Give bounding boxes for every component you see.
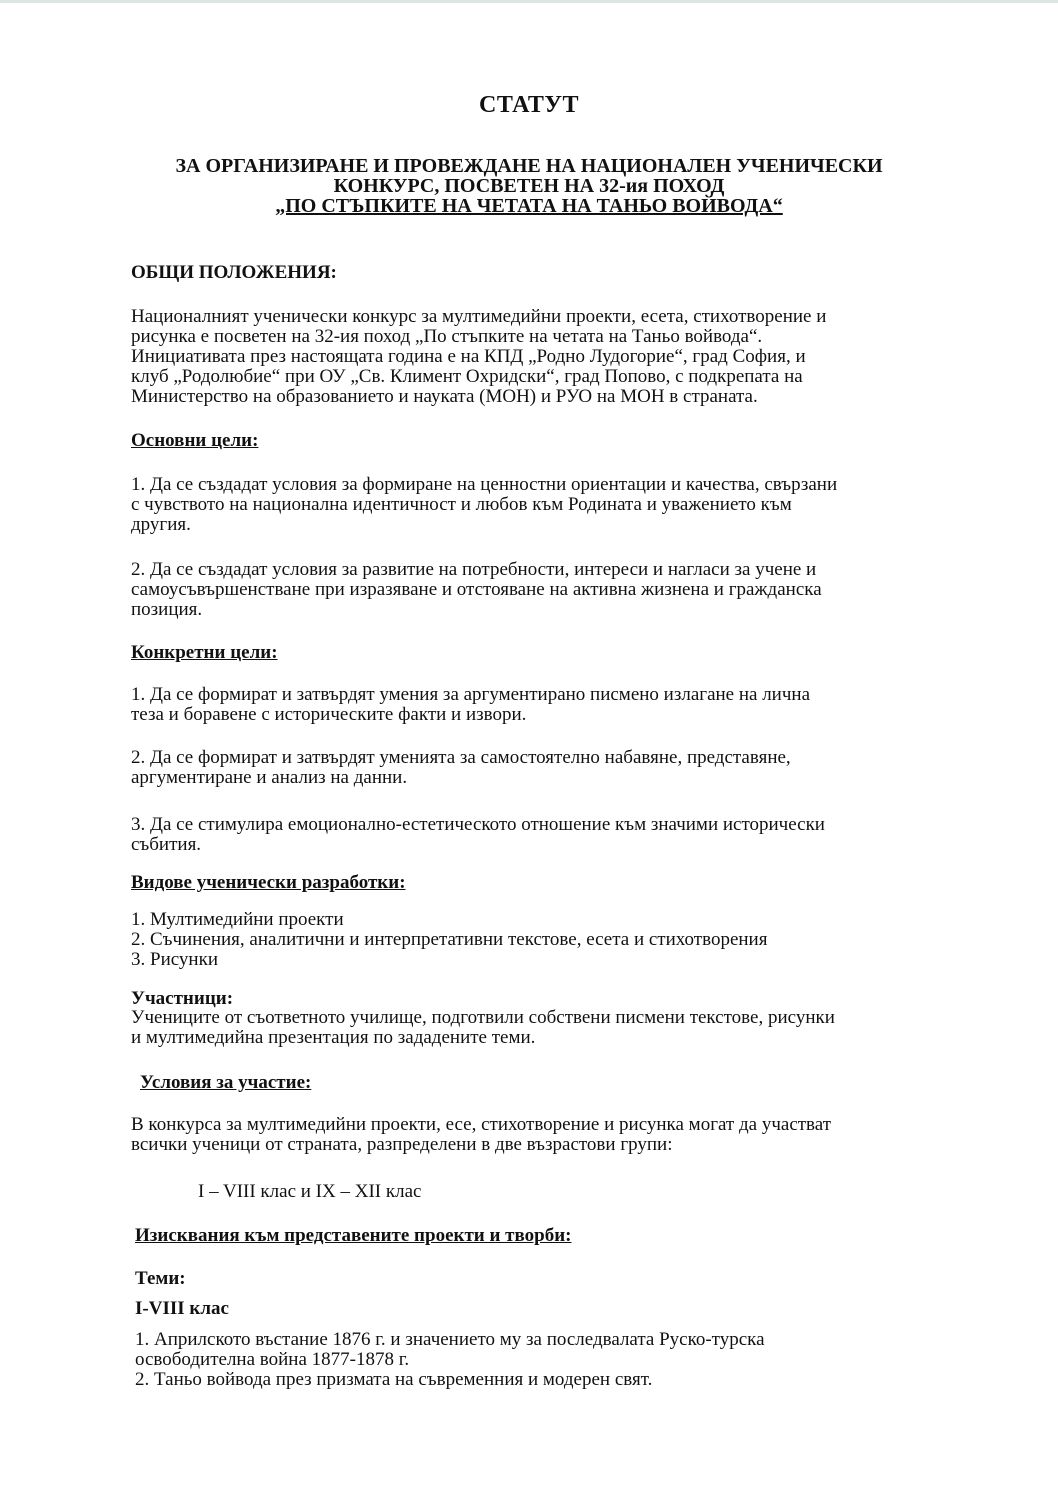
main-goal-line: 1. Да се създадат условия за формиране на ценностни ориентации и качества, свързани (131, 474, 838, 495)
general-line: Националният ученически конкурс за мултимедийни проекти, есета, стихотворение и (131, 306, 827, 327)
participants-line: и мултимедийна презентация по зададените теми. (131, 1027, 536, 1048)
general-line: Министерство на образованието и науката (МОН) и РУО на МОН в страната. (131, 386, 758, 407)
main-goal-line: самоусъвършенстване при изразяване и отстояване на активна жизнена и гражданска (131, 579, 822, 600)
main-goal-line: другия. (131, 514, 191, 535)
general-heading: ОБЩИ ПОЛОЖЕНИЯ: (131, 262, 337, 283)
specific-goal-line: 1. Да се формират и затвърдят умения за аргументирано писмено излагане на лична (131, 684, 811, 705)
specific-goal-line: 2. Да се формират и затвърдят уменията за самостоятелно набавяне, представяне, (131, 747, 791, 768)
general-line: клуб „Родолюбие“ при ОУ „Св. Климент Охридски“, град Попово, с подкрепата на (131, 366, 803, 387)
document-title: СТАТУТ (479, 92, 579, 118)
topic-item: освободителна война 1877-1878 г. (135, 1349, 410, 1370)
requirements-heading: Изисквания към представените проекти и творби: (135, 1225, 572, 1246)
conditions-heading: Условия за участие: (140, 1072, 312, 1093)
topic-item: 2. Таньо войвода през призмата на съвременния и модерен свят. (135, 1369, 653, 1390)
work-types-heading: Видове ученически разработки: (131, 872, 406, 893)
conditions-line: В конкурса за мултимедийни проекти, есе, стихотворение и рисунка могат да участват (131, 1114, 832, 1135)
main-goals-heading: Основни цели: (131, 430, 259, 451)
main-goal-line: 2. Да се създадат условия за развитие на потребности, интереси и нагласи за учене и (131, 559, 817, 580)
age-groups: I – VIII клас и IX – XII клас (198, 1181, 422, 1202)
specific-goal-line: събития. (131, 834, 202, 855)
conditions-line: всички ученици от страната, разпределени в две възрастови групи: (131, 1134, 673, 1155)
scan-edge (0, 0, 1058, 3)
specific-goal-line: аргументиране и анализ на данни. (131, 767, 408, 788)
subtitle-line-1: ЗА ОРГАНИЗИРАНЕ И ПРОВЕЖДАНЕ НА НАЦИОНАЛЕН УЧЕНИЧЕСКИ (175, 155, 883, 177)
specific-goal-line: 3. Да се стимулира емоционално-естетическото отношение към значими исторически (131, 814, 825, 835)
general-line: Инициативата през настоящата година е на КПД „Родно Лудогорие“, град София, и (131, 346, 806, 367)
subtitle-line-3: „ПО СТЪПКИТЕ НА ЧЕТАТА НА ТАНЬО ВОЙВОДА“ (275, 195, 783, 217)
general-line: рисунка е посветен на 32-ия поход „По стъпките на четата на Таньо войвода“. (131, 326, 763, 347)
work-type-item: 2. Съчинения, аналитични и интерпретативни текстове, есета и стихотворения (131, 929, 768, 950)
topic-item: 1. Априлското въстание 1876 г. и значението му за последвалата Руско-турска (135, 1329, 765, 1350)
main-goal-line: позиция. (131, 599, 203, 620)
topics-group-heading: I-VIII клас (135, 1298, 229, 1319)
subtitle-line-2: КОНКУРС, ПОСВЕТЕН НА 32-ия ПОХОД (333, 175, 725, 197)
participants-heading: Участници: (131, 988, 234, 1009)
work-type-item: 3. Рисунки (131, 949, 218, 970)
topics-heading: Теми: (135, 1268, 186, 1289)
participants-line: Учениците от съответното училище, подготвили собствени писмени текстове, рисунки (131, 1007, 835, 1028)
main-goal-line: с чувството на национална идентичност и любов към Родината и уважението към (131, 494, 792, 515)
work-type-item: 1. Мултимедийни проекти (131, 909, 344, 930)
specific-goal-line: теза и боравене с историческите факти и извори. (131, 704, 527, 725)
specific-goals-heading: Конкретни цели: (131, 642, 278, 663)
